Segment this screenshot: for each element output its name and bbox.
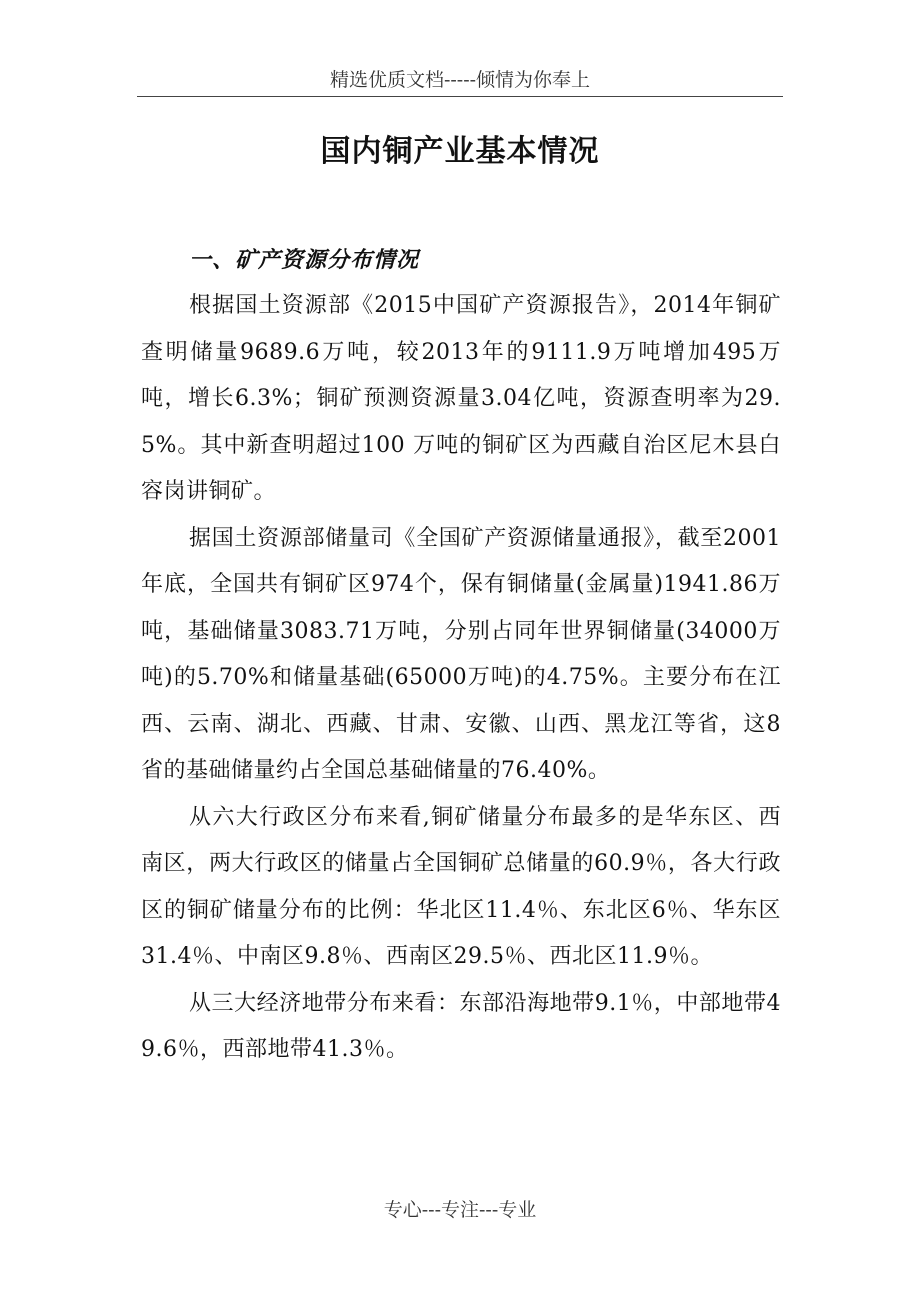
document-title: 国内铜产业基本情况: [320, 134, 600, 169]
page-footer: 专心---专注---专业: [383, 1199, 537, 1221]
paragraph-regional-distribution: 从六大行政区分布来看,铜矿储量分布最多的是华东区、西南区，两大行政区的储量占全国铜矿总储量的60.9％，各大行政区的铜矿储量分布的比例：华北区11.4％、东北区6％、华东区31.4％、中南区9.8％、西南区29.5％、西北区11.9％。: [141, 804, 781, 969]
section-heading: 一、矿产资源分布情况: [189, 247, 420, 273]
page-header: 精选优质文档-----倾情为你奉上: [137, 66, 783, 97]
paragraph-economic-zones: 从三大经济地带分布来看：东部沿海地带9.1％，中部地带49.6％，西部地带41.3％。: [141, 990, 781, 1062]
document-body: [141, 237, 781, 1074]
paragraph-reserves-2014: 根据国土资源部《2015中国矿产资源报告》，2014年铜矿查明储量9689.6万吨，较2013年的9111.9万吨增加495万吨，增长6.3%；铜矿预测资源量3.04亿吨，资源查明率为29.5%。其中新查明超过100 万吨的铜矿区为西藏自治区尼木县白容岗讲铜矿。: [141, 293, 781, 504]
paragraph-reserves-2001: 据国土资源部储量司《全国矿产资源储量通报》，截至2001年底，全国共有铜矿区974个，保有铜储量(金属量)1941.86万吨，基础储量3083.71万吨，分别占同年世界铜储量(34000万吨)的5.70%和储量基础(65000万吨)的4.75%。主要分布在江西、云南、湖北、西藏、甘肃、安徽、山西、黑龙江等省，这8省的基础储量约占全国总基础储量的76.40%。: [141, 525, 781, 783]
